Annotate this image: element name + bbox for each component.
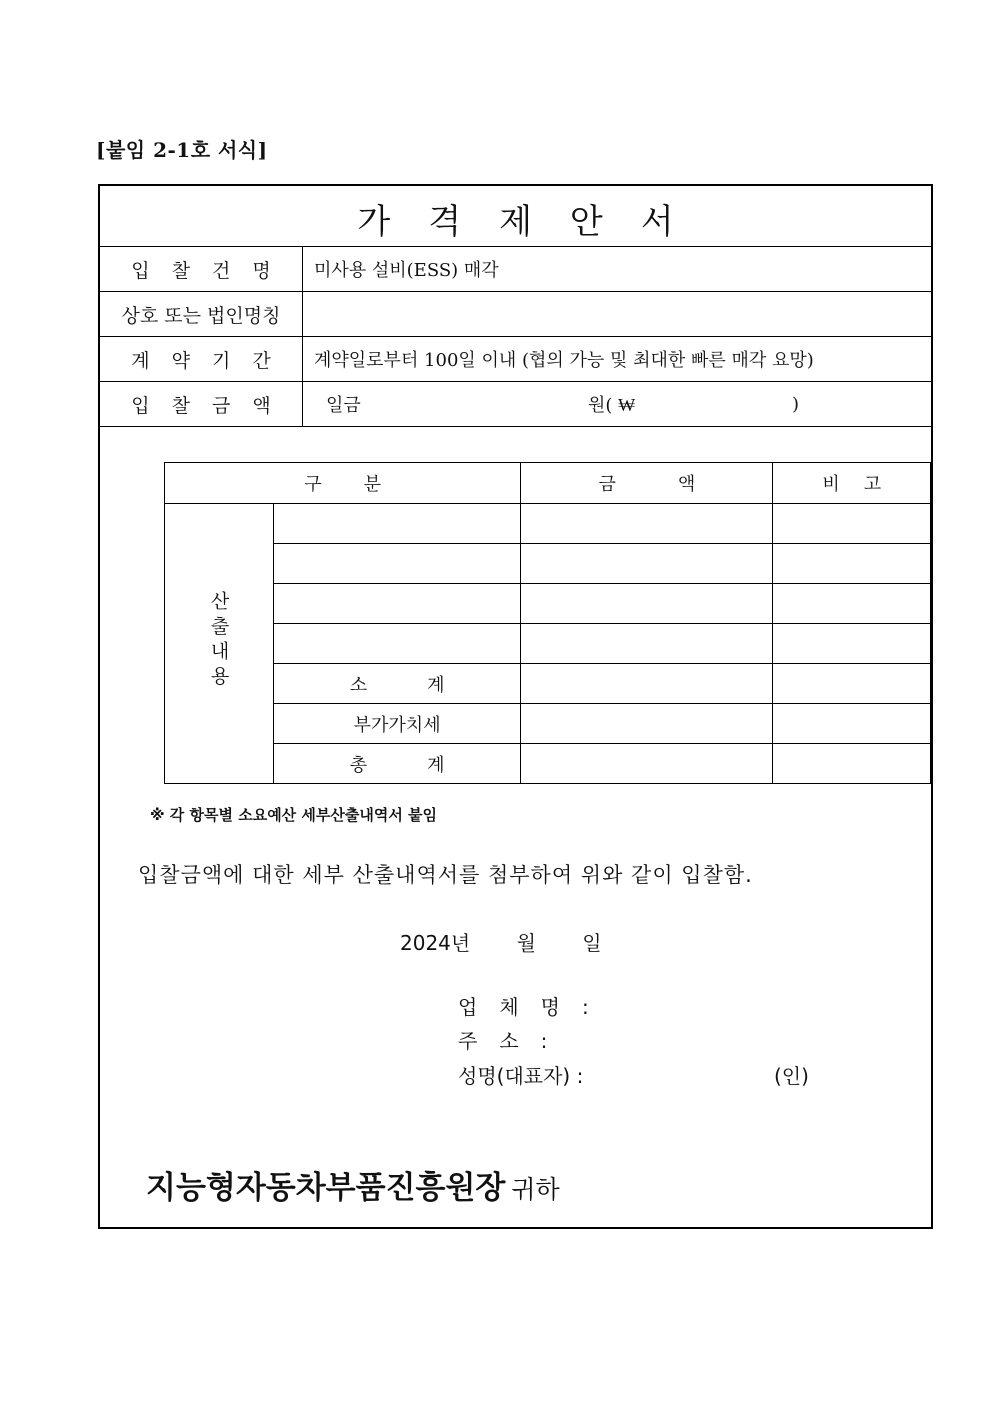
bid-name-label: 입찰건명: [100, 247, 303, 291]
period-row: [100, 337, 931, 382]
note-cell[interactable]: [773, 664, 931, 704]
company-row: [100, 292, 931, 337]
amount-label: 입찰금액: [100, 382, 303, 426]
calculation-table: [164, 462, 931, 784]
table-row: [165, 624, 931, 664]
subtotal-row: [165, 664, 931, 704]
form-title: 가격제안서: [357, 202, 712, 242]
recipient: [146, 1162, 560, 1207]
table-row: [165, 544, 931, 584]
header-amount: 금액: [521, 463, 773, 504]
amount-cell[interactable]: [521, 744, 773, 784]
note-cell[interactable]: [773, 744, 931, 784]
amount-cell[interactable]: [521, 664, 773, 704]
vat-label: 부가가치세: [274, 704, 521, 744]
period-label: 계약기간: [100, 337, 303, 381]
note-cell[interactable]: [773, 504, 931, 544]
amount-cell[interactable]: [521, 704, 773, 744]
note-cell[interactable]: [773, 584, 931, 624]
company-label: 상호 또는 법인명칭: [100, 292, 303, 336]
signature-company: 업체명:: [458, 995, 611, 1019]
item-cell[interactable]: [274, 584, 521, 624]
attachment-note: ※ 각 항목별 소요예산 세부산출내역서 붙임: [150, 806, 438, 824]
subtotal-label: 소계: [274, 664, 521, 704]
signature-address: 주소:: [458, 1029, 570, 1053]
note-cell[interactable]: [773, 704, 931, 744]
amount-close: ): [792, 393, 800, 415]
amount-cell[interactable]: [521, 584, 773, 624]
bid-name-row: [100, 247, 931, 292]
table-row: [165, 584, 931, 624]
total-label: 총계: [274, 744, 521, 784]
amount-cell[interactable]: [521, 504, 773, 544]
amount-won: 원( ₩: [588, 395, 636, 416]
item-cell[interactable]: [274, 544, 521, 584]
header-note: 비고: [773, 463, 931, 504]
side-label-cell: [165, 504, 274, 784]
amount-cell[interactable]: [521, 544, 773, 584]
note-cell[interactable]: [773, 544, 931, 584]
amount-row: [100, 382, 931, 427]
side-label: 산출내용: [207, 591, 230, 691]
seal-mark: (인): [774, 1064, 809, 1088]
price-proposal-form: [98, 184, 933, 1229]
total-row: [165, 744, 931, 784]
table-header-row: [165, 463, 931, 504]
vat-row: [165, 704, 931, 744]
title-row: [100, 186, 931, 247]
item-cell[interactable]: [274, 504, 521, 544]
amount-prefix: 일금: [326, 395, 361, 416]
signature-name: 성명(대표자) :: [458, 1064, 584, 1088]
recipient-honorific: 귀하: [511, 1175, 560, 1204]
form-number-label: [붙임 2-1호 서식]: [96, 138, 268, 162]
date-line: 2024년 월 일: [400, 931, 602, 955]
header-category: 구분: [165, 463, 521, 504]
period-value: 계약일로부터 100일 이내 (협의 가능 및 최대한 빠른 매각 요망): [314, 350, 814, 371]
recipient-org: 지능형자동차부품진흥원장: [146, 1170, 506, 1206]
bid-statement: 입찰금액에 대한 세부 산출내역서를 첨부하여 위와 같이 입찰함.: [138, 863, 753, 887]
bid-name-value: 미사용 설비(ESS) 매각: [314, 260, 499, 281]
item-cell[interactable]: [274, 624, 521, 664]
table-row: [165, 504, 931, 544]
note-cell[interactable]: [773, 624, 931, 664]
amount-cell[interactable]: [521, 624, 773, 664]
